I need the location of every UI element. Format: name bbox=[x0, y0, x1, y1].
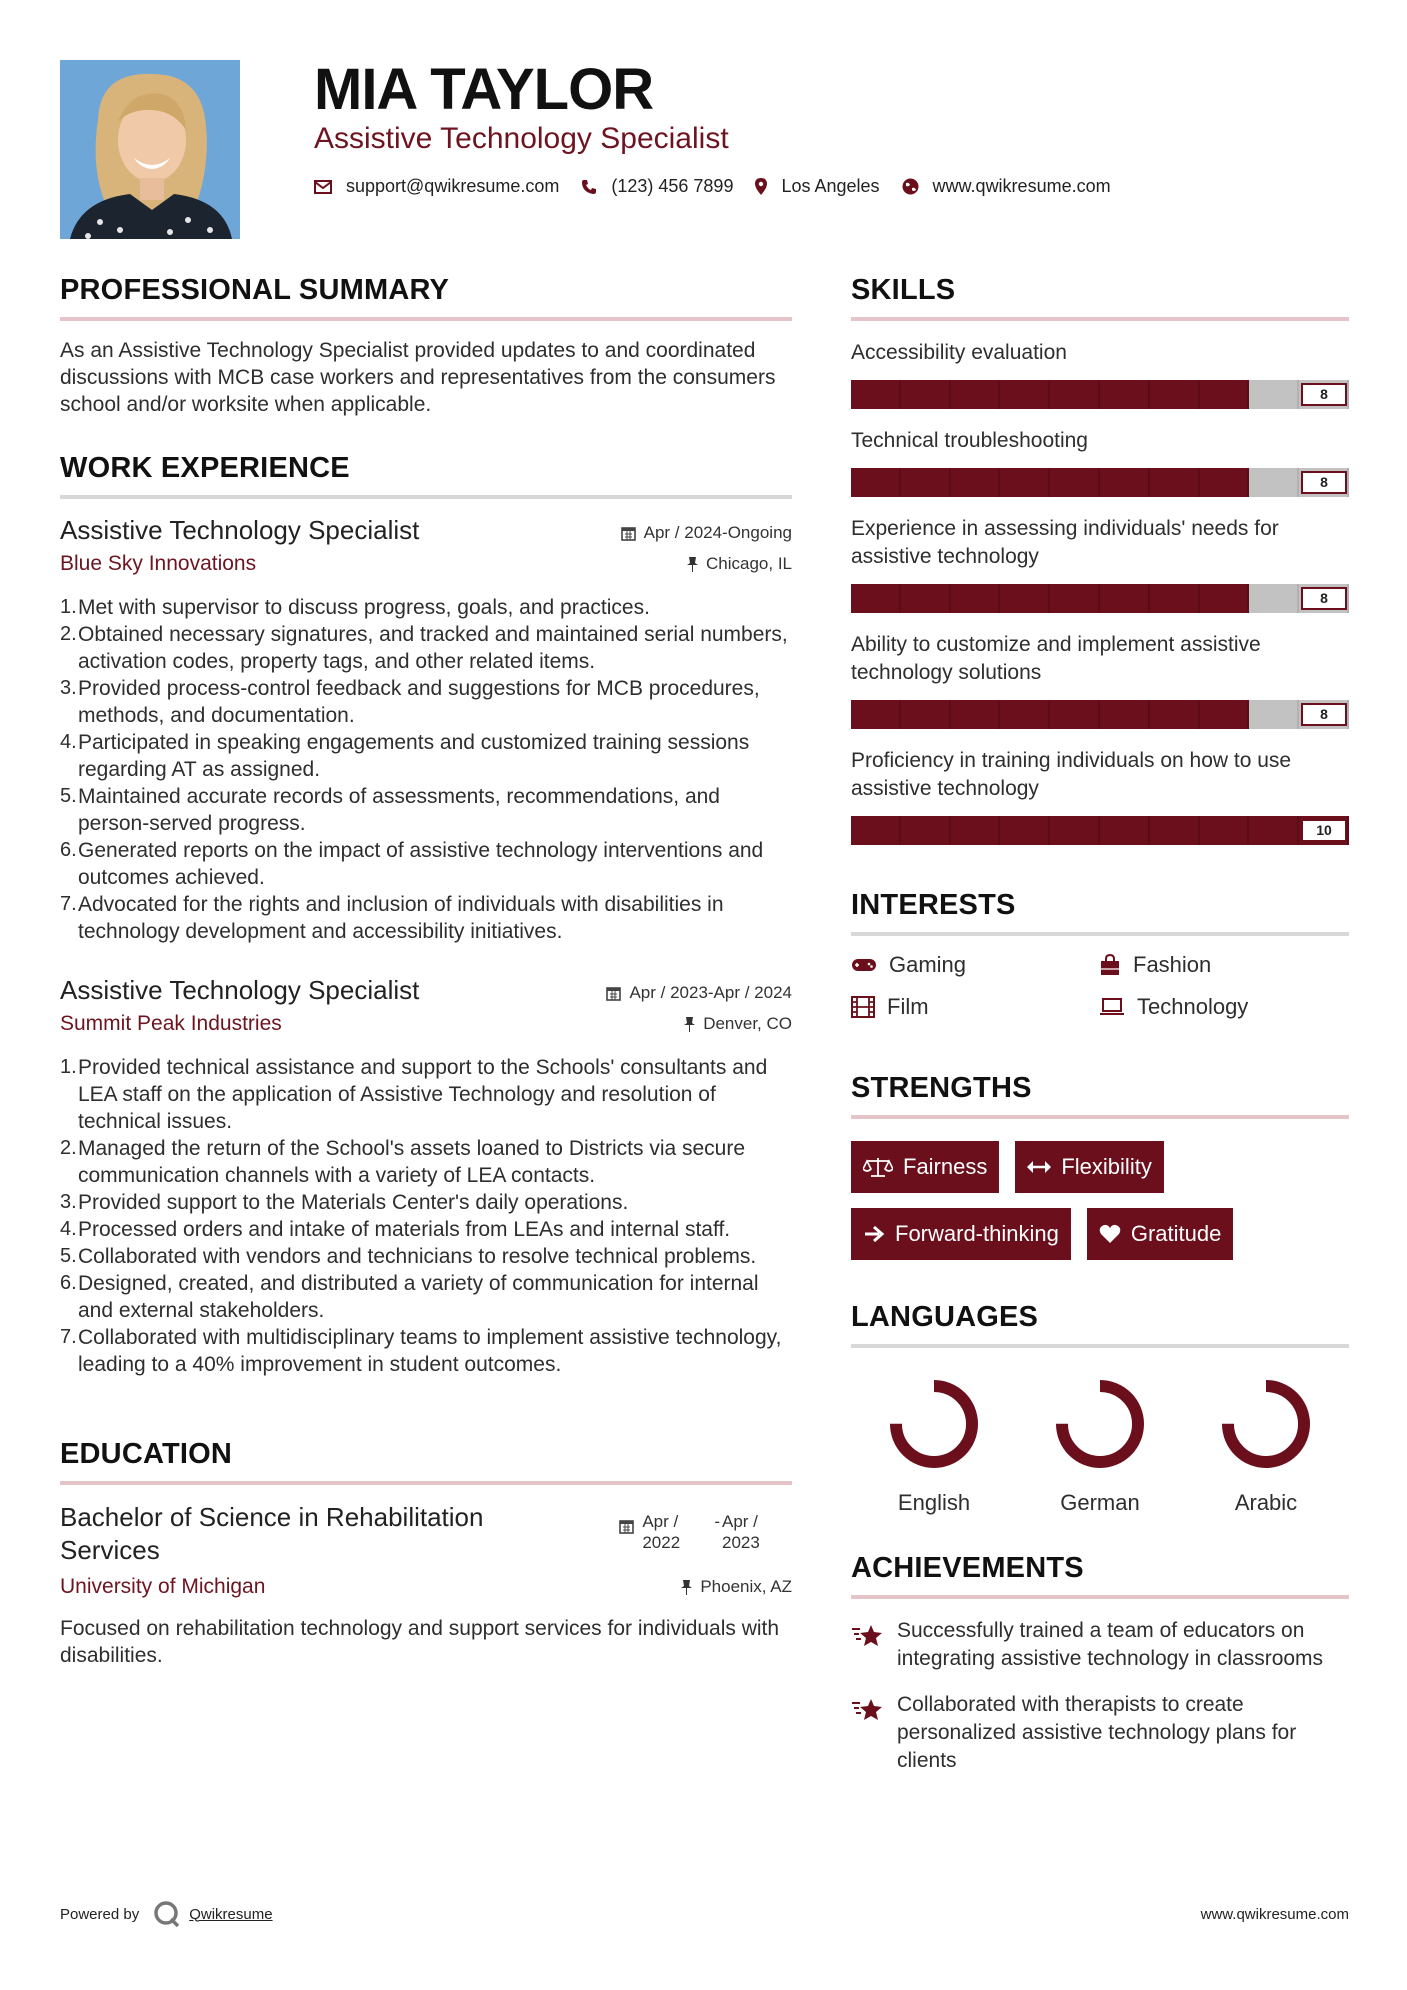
skill-item bbox=[851, 631, 1349, 729]
skill-bar-segment bbox=[1249, 468, 1299, 497]
list-item: 6. Designed, created, and distributed a variety of communication for internal and external stakeholders. bbox=[60, 1272, 759, 1322]
phone-icon bbox=[581, 179, 597, 195]
list-item: 6. Generated reports on the impact of assistive technology interventions and outcomes achieved. bbox=[60, 839, 764, 889]
skill-level-badge: 8 bbox=[1301, 587, 1347, 610]
education-location: Phoenix, AZ bbox=[681, 1577, 792, 1597]
job-date: Apr / 2023-Apr / 2024 bbox=[606, 983, 792, 1003]
film-icon bbox=[851, 996, 875, 1018]
skill-bar-segment bbox=[851, 584, 901, 613]
shooting-star-icon bbox=[851, 1621, 883, 1647]
contact-phone[interactable] bbox=[581, 176, 733, 197]
calendar-icon bbox=[621, 526, 636, 541]
language-gauge-arc bbox=[1062, 1386, 1138, 1462]
education-end: Apr / 2023 bbox=[722, 1512, 760, 1552]
interest-item: Film bbox=[851, 994, 1099, 1020]
location-text: Los Angeles bbox=[781, 176, 880, 196]
skill-bar-segment bbox=[1150, 468, 1200, 497]
interest-item: Technology bbox=[1099, 994, 1347, 1020]
skill-bar-segment bbox=[1050, 816, 1100, 845]
skill-name: Experience in assessing individuals' needs for assistive technology bbox=[851, 517, 1279, 568]
phone-text: (123) 456 7899 bbox=[611, 176, 734, 196]
strengths-heading: STRENGTHS bbox=[851, 1072, 1032, 1104]
skill-bar-segment bbox=[1150, 816, 1200, 845]
skills-heading: SKILLS bbox=[851, 274, 956, 306]
summary-text: As an Assistive Technology Specialist provided updates to and coordinated discussions with MCB case workers and representatives from the consumers school and/or worksite when applicable. bbox=[60, 339, 776, 416]
skill-item bbox=[851, 427, 1349, 497]
language-item bbox=[1017, 1374, 1183, 1516]
job-entry bbox=[60, 975, 792, 1378]
language-gauge-arc bbox=[896, 1386, 972, 1462]
contact-location bbox=[755, 176, 879, 197]
language-gauge-arc bbox=[1228, 1386, 1304, 1462]
pin-icon bbox=[681, 1580, 692, 1595]
left-column bbox=[60, 274, 792, 1669]
skill-name: Accessibility evaluation bbox=[851, 341, 1067, 364]
skill-item bbox=[851, 747, 1349, 845]
skill-bar-segment bbox=[901, 816, 951, 845]
skill-bar-segment bbox=[1100, 816, 1150, 845]
skill-bar-segment bbox=[951, 700, 1001, 729]
pin-icon bbox=[687, 557, 698, 572]
skill-bar-segment bbox=[1200, 584, 1250, 613]
contact-bar bbox=[314, 176, 1133, 197]
strength-chip: Forward-thinking bbox=[851, 1208, 1071, 1260]
skill-bar-segment bbox=[1050, 584, 1100, 613]
email-text: support@qwikresume.com bbox=[346, 176, 560, 196]
skill-name: Proficiency in training individuals on how to use assistive technology bbox=[851, 749, 1292, 800]
footer-website[interactable]: www.qwikresume.com bbox=[1200, 1906, 1349, 1923]
languages-heading: LANGUAGES bbox=[851, 1301, 1039, 1333]
list-item: 1. Met with supervisor to discuss progress, goals, and practices. bbox=[60, 596, 650, 619]
list-item: 4. Processed orders and intake of materials from LEAs and internal staff. bbox=[60, 1218, 731, 1241]
skill-bar-segment bbox=[1000, 380, 1050, 409]
language-gauge bbox=[1050, 1374, 1150, 1474]
skill-bar-segment bbox=[851, 700, 901, 729]
skill-bar-segment bbox=[851, 380, 901, 409]
arrows-horizontal-icon bbox=[1027, 1160, 1051, 1174]
skill-bar-segment bbox=[1100, 380, 1150, 409]
skill-bar-segment bbox=[951, 816, 1001, 845]
skill-bar bbox=[851, 380, 1349, 409]
language-name: German bbox=[1060, 1490, 1140, 1515]
strength-chip: Gratitude bbox=[1087, 1208, 1234, 1260]
skill-bar-segment bbox=[1000, 700, 1050, 729]
education-description: Focused on rehabilitation technology and support services for individuals with disabilities. bbox=[60, 1617, 780, 1667]
language-name: Arabic bbox=[1234, 1490, 1298, 1515]
arrow-right-icon bbox=[863, 1225, 885, 1243]
list-item: 7. Advocated for the rights and inclusion of individuals with disabilities in technology development and accessibility initiatives. bbox=[60, 893, 724, 943]
skill-bar-segment bbox=[1150, 700, 1200, 729]
education-date: Apr / 2022 - Apr / 2023 bbox=[619, 1511, 792, 1553]
shooting-star-icon bbox=[851, 1695, 883, 1721]
profile-photo bbox=[60, 60, 240, 239]
skill-level-badge: 8 bbox=[1301, 383, 1347, 406]
achievements-heading: ACHIEVEMENTS bbox=[851, 1552, 1084, 1584]
skill-bar-segment bbox=[1100, 584, 1150, 613]
skill-bar-segment bbox=[851, 468, 901, 497]
strength-chip: Flexibility bbox=[1015, 1141, 1163, 1193]
skill-level-badge: 8 bbox=[1301, 703, 1347, 726]
qwikresume-logo-icon bbox=[153, 1900, 181, 1928]
right-column bbox=[851, 274, 1349, 1775]
job-location: Chicago, IL bbox=[687, 554, 792, 574]
list-item: 3. Provided support to the Materials Center's daily operations. bbox=[60, 1191, 629, 1214]
skill-bar-segment bbox=[851, 816, 901, 845]
skill-bar-segment bbox=[1200, 468, 1250, 497]
job-bullets bbox=[60, 594, 792, 945]
skill-bar-segment bbox=[1249, 584, 1299, 613]
language-item bbox=[1183, 1374, 1349, 1516]
skill-bar-segment bbox=[1100, 700, 1150, 729]
skill-name: Technical troubleshooting bbox=[851, 429, 1088, 452]
section-divider bbox=[851, 1115, 1349, 1119]
brand-link[interactable]: Qwikresume bbox=[189, 1905, 273, 1923]
skill-bar-segment bbox=[1000, 816, 1050, 845]
education-heading: EDUCATION bbox=[60, 1438, 233, 1470]
job-title: Assistive Technology Specialist bbox=[60, 515, 420, 545]
skill-bar bbox=[851, 584, 1349, 613]
envelope-icon bbox=[314, 180, 332, 194]
skill-bar-segment bbox=[901, 584, 951, 613]
map-marker-icon bbox=[755, 178, 767, 195]
degree-title: Bachelor of Science in Rehabilitation Services bbox=[60, 1502, 484, 1565]
section-divider bbox=[851, 317, 1349, 321]
pin-icon bbox=[684, 1017, 695, 1032]
laptop-icon bbox=[1099, 998, 1125, 1016]
contact-email[interactable] bbox=[314, 176, 559, 197]
skill-item bbox=[851, 339, 1349, 409]
skill-bar-segment bbox=[1150, 584, 1200, 613]
interests-heading: INTERESTS bbox=[851, 889, 1016, 921]
candidate-name: MIA TAYLOR bbox=[314, 57, 654, 122]
school-name: University of Michigan bbox=[60, 1575, 266, 1598]
language-gauge bbox=[884, 1374, 984, 1474]
calendar-icon bbox=[619, 1519, 634, 1534]
skill-bar-segment bbox=[1200, 816, 1250, 845]
section-divider bbox=[60, 1481, 792, 1485]
skill-bar-segment bbox=[1249, 816, 1299, 845]
skill-bar-segment bbox=[1100, 468, 1150, 497]
list-item: 1. Provided technical assistance and support to the Schools' consultants and LEA staff on the application of Assistive Technology and resolution of technical issues. bbox=[60, 1056, 768, 1133]
job-location: Denver, CO bbox=[684, 1014, 792, 1034]
education-start: Apr / 2022 bbox=[642, 1512, 681, 1552]
achievement-item: Collaborated with therapists to create personalized assistive technology plans for clients bbox=[851, 1691, 1349, 1775]
list-item: 3. Provided process-control feedback and suggestions for MCB procedures, methods, and documentation. bbox=[60, 677, 760, 727]
skill-bar-segment bbox=[1000, 468, 1050, 497]
experience-heading: WORK EXPERIENCE bbox=[60, 452, 350, 484]
contact-website[interactable] bbox=[902, 176, 1111, 197]
list-item: 5. Collaborated with vendors and technicians to resolve technical problems. bbox=[60, 1245, 757, 1268]
website-text: www.qwikresume.com bbox=[932, 176, 1111, 196]
skill-bar-segment bbox=[1050, 468, 1100, 497]
powered-by-text: Powered by bbox=[60, 1905, 140, 1923]
section-divider bbox=[851, 1595, 1349, 1599]
section-divider bbox=[851, 1344, 1349, 1348]
skill-name: Ability to customize and implement assistive technology solutions bbox=[851, 633, 1261, 684]
skill-bar-segment bbox=[1050, 380, 1100, 409]
strength-chip: Fairness bbox=[851, 1141, 999, 1193]
skill-bar-segment bbox=[901, 700, 951, 729]
skill-bar bbox=[851, 816, 1349, 845]
section-divider bbox=[60, 317, 792, 321]
languages-list bbox=[851, 1374, 1349, 1516]
company-name: Summit Peak Industries bbox=[60, 1012, 282, 1035]
globe-icon bbox=[902, 178, 919, 195]
interest-item: Gaming bbox=[851, 952, 1099, 978]
candidate-role: Assistive Technology Specialist bbox=[314, 122, 729, 155]
balance-scale-icon bbox=[863, 1156, 893, 1178]
strengths-list bbox=[851, 1141, 1349, 1275]
language-name: English bbox=[897, 1490, 971, 1515]
skill-bar-segment bbox=[951, 468, 1001, 497]
skill-bar-segment bbox=[1050, 700, 1100, 729]
skill-bar-segment bbox=[1150, 380, 1200, 409]
language-item bbox=[851, 1374, 1017, 1516]
job-date: Apr / 2024-Ongoing bbox=[621, 523, 792, 543]
skill-bar-segment bbox=[1000, 584, 1050, 613]
skill-bar-segment bbox=[901, 468, 951, 497]
calendar-icon bbox=[606, 986, 621, 1001]
skill-item bbox=[851, 515, 1349, 613]
shopping-bag-icon bbox=[1099, 954, 1121, 976]
heart-icon bbox=[1099, 1224, 1121, 1244]
skill-bar-segment bbox=[951, 584, 1001, 613]
skill-bar bbox=[851, 700, 1349, 729]
footer-powered-by bbox=[60, 1900, 273, 1928]
company-name: Blue Sky Innovations bbox=[60, 552, 257, 575]
skill-bar-segment bbox=[1200, 700, 1250, 729]
section-divider bbox=[60, 495, 792, 499]
skill-bar-segment bbox=[1249, 700, 1299, 729]
skill-bar-segment bbox=[951, 380, 1001, 409]
skill-bar-segment bbox=[1249, 380, 1299, 409]
list-item: 4. Participated in speaking engagements and customized training sessions regarding AT as assigned. bbox=[60, 731, 750, 781]
interests-list bbox=[851, 952, 1349, 1020]
skill-bar bbox=[851, 468, 1349, 497]
skill-level-badge: 8 bbox=[1301, 471, 1347, 494]
language-gauge bbox=[1216, 1374, 1316, 1474]
list-item: 2. Managed the return of the School's assets loaned to Districts via secure communication channels with a variety of LEA contacts. bbox=[60, 1137, 746, 1187]
achievement-item: Successfully trained a team of educators on integrating assistive technology in classrooms bbox=[851, 1617, 1349, 1673]
skill-level-badge: 10 bbox=[1301, 819, 1347, 842]
job-entry bbox=[60, 515, 792, 945]
summary-heading: PROFESSIONAL SUMMARY bbox=[60, 274, 450, 306]
job-title: Assistive Technology Specialist bbox=[60, 975, 420, 1005]
list-item: 2. Obtained necessary signatures, and tracked and maintained serial numbers, activation codes, property tags, and other related items. bbox=[60, 623, 788, 673]
gamepad-icon bbox=[851, 957, 877, 973]
job-bullets bbox=[60, 1054, 792, 1378]
list-item: 7. Collaborated with multidisciplinary teams to implement assistive technology, leading to a 40% improvement in student outcomes. bbox=[60, 1326, 782, 1376]
skill-bar-segment bbox=[901, 380, 951, 409]
skill-bar-segment bbox=[1200, 380, 1250, 409]
section-divider bbox=[851, 932, 1349, 936]
interest-item: Fashion bbox=[1099, 952, 1347, 978]
list-item: 5. Maintained accurate records of assessments, recommendations, and person-served progress. bbox=[60, 785, 720, 835]
